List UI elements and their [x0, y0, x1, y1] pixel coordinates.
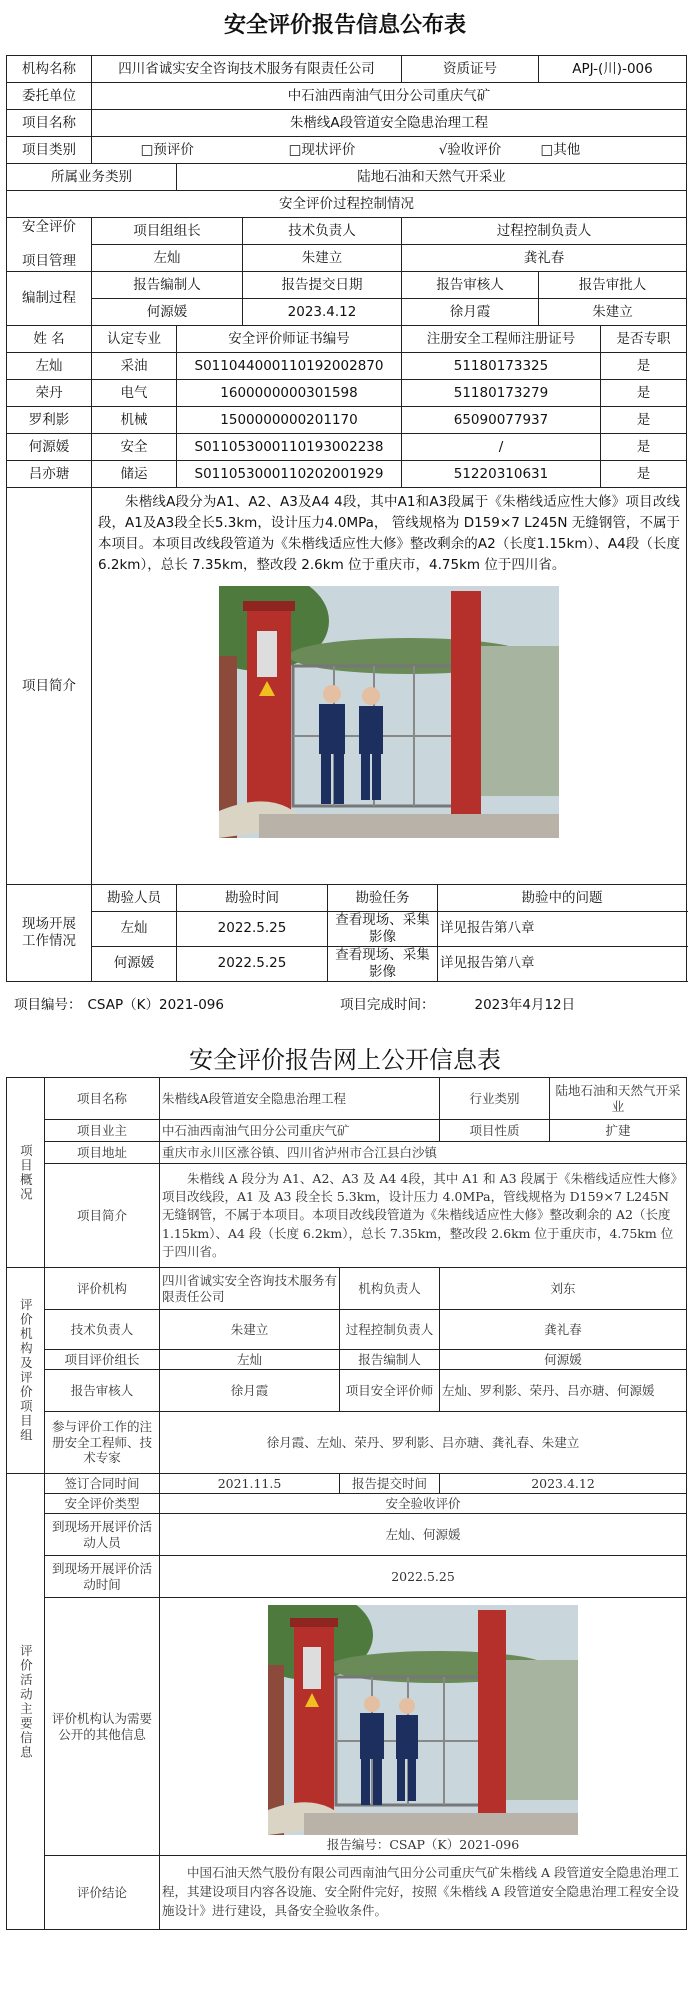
proc-lead-label: 过程控制负责人 — [340, 1310, 440, 1350]
staff-name: 罗利影 — [7, 407, 92, 434]
reviewer-header: 报告审核人 — [402, 272, 539, 299]
staff-major: 电气 — [92, 380, 177, 407]
staff-cert: S011044000110192002870 — [177, 353, 402, 380]
project-number — [14, 993, 224, 1013]
site-work-label-line2: 工作情况 — [22, 932, 76, 949]
completion-time — [340, 993, 575, 1013]
tech-lead-header: 技术负责人 — [243, 218, 402, 245]
section-evaluation-org: 评价机构及评价项目组 — [7, 1268, 45, 1474]
staff-cert: 1500000000201170 — [177, 407, 402, 434]
completion-time-value: 2023年4月12日 — [474, 997, 576, 1013]
tech-lead-value: 朱建立 — [243, 245, 402, 272]
engineers-value: 徐月霞、左灿、荣丹、罗利影、吕亦瑭、龚礼春、朱建立 — [160, 1412, 687, 1474]
qualification-label: 资质证号 — [402, 56, 539, 83]
section-project-overview: 项目概况 — [7, 1078, 45, 1268]
eval-leader-value: 左灿 — [160, 1350, 340, 1370]
tech-lead-label: 技术负责人 — [45, 1310, 160, 1350]
site-photo-2-drawing — [268, 1605, 578, 1835]
staff-major: 采油 — [92, 353, 177, 380]
staff-cert: S011053000110193002238 — [177, 434, 402, 461]
process-lead-value: 龚礼春 — [402, 245, 687, 272]
tech-lead-value-2: 朱建立 — [160, 1310, 340, 1350]
address-label: 项目地址 — [45, 1142, 160, 1164]
address-value: 重庆市永川区涨谷镇、四川省泸州市合江县白沙镇 — [160, 1142, 687, 1164]
industry-label: 所属业务类别 — [7, 164, 177, 191]
eval-leader-label: 项目评价组长 — [45, 1350, 160, 1370]
inspect-task: 查看现场、采集影像 — [328, 912, 438, 947]
project-mgmt-label — [7, 218, 92, 272]
staff-name: 何源媛 — [7, 434, 92, 461]
proj-name-value: 朱楷线A段管道安全隐患治理工程 — [160, 1078, 440, 1120]
online-disclosure-table — [6, 1077, 687, 1930]
public-info-caption: 报告编号：CSAP（K）2021-096 — [326, 1836, 520, 1852]
safety-assessors-value: 左灿、罗利影、荣丹、吕亦瑭、何源媛 — [440, 1370, 687, 1412]
intro-cell — [92, 488, 687, 885]
staff-reg: 65090077937 — [402, 407, 601, 434]
public-info-label: 评价机构认为需要公开的其他信息 — [45, 1598, 160, 1856]
staff-fulltime: 是 — [601, 380, 687, 407]
staff-row — [7, 434, 687, 461]
site-time-value: 2022.5.25 — [160, 1556, 687, 1598]
project-number-value: CSAP（K）2021-096 — [87, 997, 224, 1013]
staff-name: 荣丹 — [7, 380, 92, 407]
inspect-time-header: 勘验时间 — [177, 885, 328, 912]
nature-label: 项目性质 — [440, 1120, 550, 1142]
site-persons-label: 到现场开展评价活动人员 — [45, 1514, 160, 1556]
proj-name-label: 项目名称 — [45, 1078, 160, 1120]
staff-fulltime: 是 — [601, 461, 687, 488]
staff-cert: S011053000110202001929 — [177, 461, 402, 488]
proj-intro-label: 项目简介 — [45, 1164, 160, 1268]
staff-major: 机械 — [92, 407, 177, 434]
project-number-label: 项目编号： — [14, 997, 82, 1013]
industry-category-value: 陆地石油和天然气开采业 — [550, 1078, 687, 1120]
reviewer-value: 徐月霞 — [402, 299, 539, 326]
staff-fulltime: 是 — [601, 434, 687, 461]
org-head-label: 机构负责人 — [340, 1268, 440, 1310]
staff-header-fulltime: 是否专职 — [601, 326, 687, 353]
info-publication-table — [6, 55, 687, 982]
site-row — [7, 912, 687, 947]
inspect-task-header: 勘验任务 — [328, 885, 438, 912]
project-name-value: 朱楷线A段管道安全隐患治理工程 — [92, 110, 687, 137]
contract-date-value: 2021.11.5 — [160, 1474, 340, 1494]
inspector: 何源媛 — [92, 946, 177, 981]
safety-assessors-label: 项目安全评价师 — [340, 1370, 440, 1412]
compiler-value: 何源媛 — [92, 299, 243, 326]
staff-major: 储运 — [92, 461, 177, 488]
inspect-issue: 详见报告第八章 — [438, 912, 687, 947]
category-option-acceptance: √验收评价 — [402, 137, 539, 164]
report-submit-label: 报告提交时间 — [340, 1474, 440, 1494]
process-control-title: 安全评价过程控制情况 — [7, 191, 687, 218]
contract-date-label: 签订合同时间 — [45, 1474, 160, 1494]
staff-reg: 51220310631 — [402, 461, 601, 488]
intro-text: 朱楷线A段分为A1、A2、A3及A4 4段，其中A1和A3段属于《朱楷线适应性大修》项目改线段，A1及A3段全长5.3km，设计压力4.0MPa， 管线规格为 D159×7 L245N 无缝钢管，不属于本项目。本项目改线段管道为《朱楷线适应性大修》整改剩余的A2（长度1.15km）、A4段（长度6.2km），总长 7.35km，整改段 2.6km 位于重庆市，4.75km 位于四川省。 — [98, 494, 681, 573]
staff-fulltime: 是 — [601, 353, 687, 380]
nature-value: 扩建 — [550, 1120, 687, 1142]
doc2-title: 安全评价报告网上公开信息表 — [189, 1046, 501, 1074]
inspect-time: 2022.5.25 — [177, 946, 328, 981]
report-reviewer-label: 报告审核人 — [45, 1370, 160, 1412]
staff-row — [7, 380, 687, 407]
site-time-label: 到现场开展评价活动时间 — [45, 1556, 160, 1598]
staff-reg: 51180173279 — [402, 380, 601, 407]
category-label: 项目类别 — [7, 137, 92, 164]
staff-reg: 51180173325 — [402, 353, 601, 380]
site-row — [7, 946, 687, 981]
category-option-pre: □预评价 — [92, 137, 243, 164]
owner-label: 项目业主 — [45, 1120, 160, 1142]
inspector-header: 勘验人员 — [92, 885, 177, 912]
section-activity-info: 评价活动主要信息 — [7, 1474, 45, 1930]
eval-org-label: 评价机构 — [45, 1268, 160, 1310]
site-persons-value: 左灿、何源媛 — [160, 1514, 687, 1556]
staff-header-major: 认定专业 — [92, 326, 177, 353]
client-value: 中石油西南油气田分公司重庆气矿 — [92, 83, 687, 110]
doc1-title: 安全评价报告信息公布表 — [223, 13, 466, 38]
staff-row — [7, 407, 687, 434]
staff-fulltime: 是 — [601, 407, 687, 434]
industry-category-label: 行业类别 — [440, 1078, 550, 1120]
eval-org-value: 四川省诚实安全咨询技术服务有限责任公司 — [160, 1268, 340, 1310]
staff-row — [7, 461, 687, 488]
inspect-task: 查看现场、采集影像 — [328, 946, 438, 981]
report-submit-value: 2023.4.12 — [440, 1474, 687, 1494]
staff-cert: 1600000000301598 — [177, 380, 402, 407]
industry-value: 陆地石油和天然气开采业 — [177, 164, 687, 191]
site-photo — [219, 586, 559, 838]
staff-name: 左灿 — [7, 353, 92, 380]
category-option-status: □现状评价 — [243, 137, 402, 164]
staff-header-name: 姓 名 — [7, 326, 92, 353]
project-mgmt-label-line2: 项目管理 — [22, 252, 76, 269]
qualification-value: APJ-(川)-006 — [539, 56, 687, 83]
category-option-other: □其他 — [539, 137, 687, 164]
staff-row — [7, 353, 687, 380]
submit-date-value: 2023.4.12 — [243, 299, 402, 326]
staff-major: 安全 — [92, 434, 177, 461]
team-leader-header: 项目组组长 — [92, 218, 243, 245]
report-compiler-value: 何源媛 — [440, 1350, 687, 1370]
conclusion-label: 评价结论 — [45, 1856, 160, 1930]
site-work-label-line1: 现场开展 — [22, 915, 76, 932]
team-leader-value: 左灿 — [92, 245, 243, 272]
submit-date-header: 报告提交日期 — [243, 272, 402, 299]
eval-type-value: 安全验收评价 — [160, 1494, 687, 1514]
compiler-header: 报告编制人 — [92, 272, 243, 299]
proc-lead-value: 龚礼春 — [440, 1310, 687, 1350]
engineers-label: 参与评价工作的注册安全工程师、技术专家 — [45, 1412, 160, 1474]
process-lead-header: 过程控制负责人 — [402, 218, 687, 245]
project-name-label: 项目名称 — [7, 110, 92, 137]
report-reviewer-value: 徐月霞 — [160, 1370, 340, 1412]
intro-label: 项目简介 — [7, 488, 92, 885]
staff-header-cert: 安全评价师证书编号 — [177, 326, 402, 353]
org-name-value: 四川省诚实安全咨询技术服务有限责任公司 — [92, 56, 402, 83]
staff-reg: / — [402, 434, 601, 461]
inspect-issue-header: 勘验中的问题 — [438, 885, 687, 912]
approver-value: 朱建立 — [539, 299, 687, 326]
compile-process-label: 编制过程 — [7, 272, 92, 326]
public-info-cell — [160, 1598, 687, 1856]
completion-time-label: 项目完成时间： — [340, 997, 435, 1013]
org-head-value: 刘东 — [440, 1268, 687, 1310]
approver-header: 报告审批人 — [539, 272, 687, 299]
client-label: 委托单位 — [7, 83, 92, 110]
conclusion-text: 中国石油天然气股份有限公司西南油气田分公司重庆气矿朱楷线 A 段管道安全隐患治理工程，其建设项目内容各设施、安全附件完好，按照《朱楷线 A 段管道安全隐患治理工程安全设施设计》进行建设，具备安全验收条件。 — [160, 1856, 687, 1930]
site-work-label — [7, 885, 92, 982]
staff-name: 吕亦瑭 — [7, 461, 92, 488]
project-mgmt-label-line1: 安全评价 — [22, 219, 76, 236]
owner-value: 中石油西南油气田分公司重庆气矿 — [160, 1120, 440, 1142]
org-name-label: 机构名称 — [7, 56, 92, 83]
inspect-time: 2022.5.25 — [177, 912, 328, 947]
inspect-issue: 详见报告第八章 — [438, 946, 687, 981]
site-photo-2 — [268, 1605, 578, 1835]
inspector: 左灿 — [92, 912, 177, 947]
staff-header-reg: 注册安全工程师注册证号 — [402, 326, 601, 353]
proj-intro-text: 朱楷线 A 段分为 A1、A2、A3 及 A4 4段，其中 A1 和 A3 段属于《朱楷线适应性大修》项目改线段，A1 及 A3 段全长 5.3km，设计压力 4.0MPa，管线规格为 D159×7 L245N 无缝钢管，不属于本项目。本项目改线段管道为《朱楷线适应性大修》整改剩余的 A2（长度 1.15km）、A4 段（长度 6.2km），总长 7.35km，整改段 2.6km 位于重庆市，4.75km 位于四川省。 — [160, 1164, 687, 1268]
report-compiler-label: 报告编制人 — [340, 1350, 440, 1370]
eval-type-label: 安全评价类型 — [45, 1494, 160, 1514]
site-photo-drawing — [219, 586, 559, 838]
